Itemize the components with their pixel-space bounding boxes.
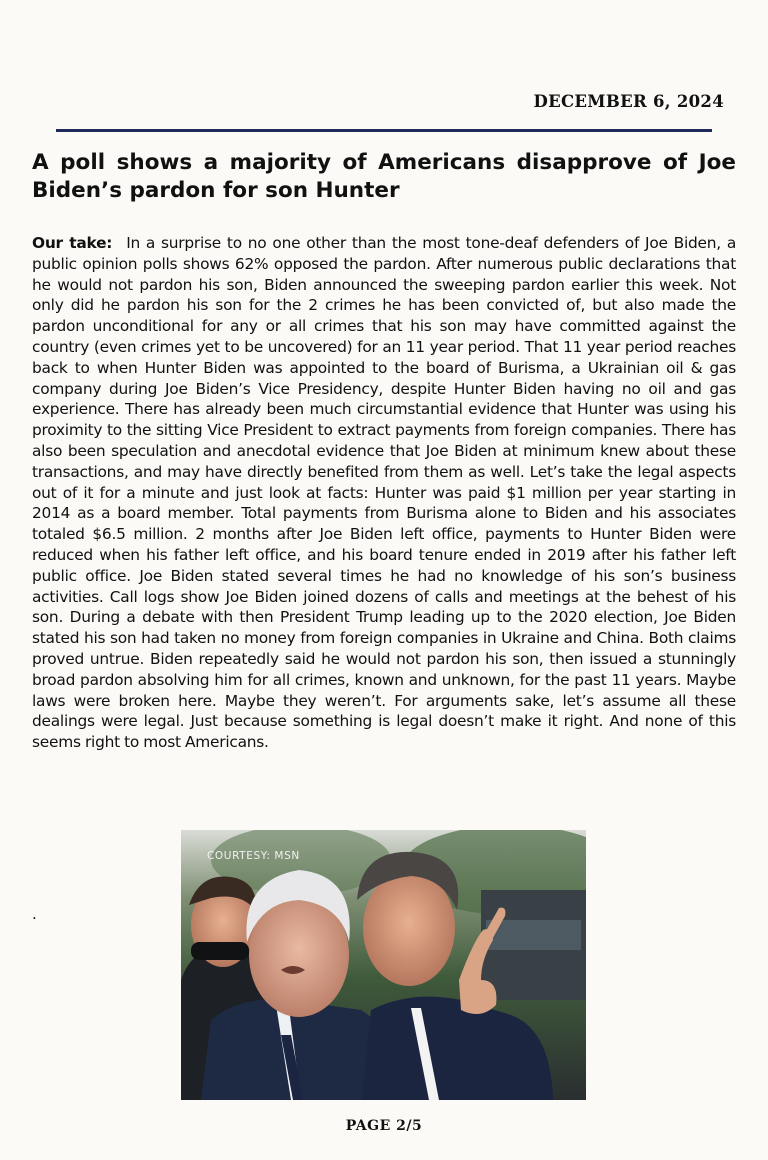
page-number: PAGE 2/5 bbox=[345, 1118, 423, 1134]
article-body-text: In a surprise to no one other than the most tone-deaf defenders of Joe Biden, a public opinion polls shows 62% opposed the pardon. After numerous public declarations that he would not pardon his son, Biden announced the sweeping pardon earlier this week. Not only did he pardon his son for the 2 crimes he has been convicted of, but also made the pardon unconditional for any or all crimes that his son may have committed against the country (even crimes yet to be uncovered) for an 11 year period. That 11 year period reaches back to when Hunter Biden was appointed to the board of Burisma, a Ukrainian oil & gas company during Joe Biden’s Vice Presidency, despite Hunter Biden having no oil and gas experience. There has already been much circumstantial evidence that Hunter was using his proximity to the sitting Vice President to extract payments from foreign companies. There has also been speculation and anecdotal evidence that Joe Biden at minimum knew about these transactions, and may have directly benefited from them as well. Let’s take the legal aspects out of it for a minute and just look at facts: Hunter was paid $1 million per year starting in 2014 as a board member. Total payments from Burisma alone to Biden and his associates totaled $6.5 million. 2 months after Joe Biden left office, payments to Hunter Biden were reduced when his father left office, and his board tenure ended in 2019 after his father left public office. Joe Biden stated several times he had no knowledge of his son’s business activities. Call logs show Joe Biden joined dozens of calls and meetings at the behest of his son. During a debate with then President Trump leading up to the 2020 election, Joe Biden stated his son had taken no money from foreign companies in Ukraine and China. Both claims proved untrue. Biden repeatedly said he would not pardon his son, then issued a stunningly broad pardon absolving him for all crimes, known and unknown, for the past 11 years. Maybe laws were broken here. Maybe they weren’t. For arguments sake, let’s assume all these dealings were legal. Just because something is legal doesn’t make it right. And none of this seems right to most Americans. bbox=[32, 234, 736, 752]
stray-mark: . bbox=[32, 905, 37, 923]
header-divider bbox=[56, 129, 712, 132]
article-photo bbox=[181, 830, 586, 1100]
our-take-label: Our take: bbox=[32, 234, 113, 252]
issue-date: DECEMBER 6, 2024 bbox=[533, 92, 724, 111]
article-headline: A poll shows a majority of Americans disapprove of Joe Biden’s pardon for son Hunter bbox=[32, 150, 736, 203]
photo-credit: COURTESY: MSN bbox=[207, 850, 300, 862]
article-body bbox=[32, 233, 736, 753]
